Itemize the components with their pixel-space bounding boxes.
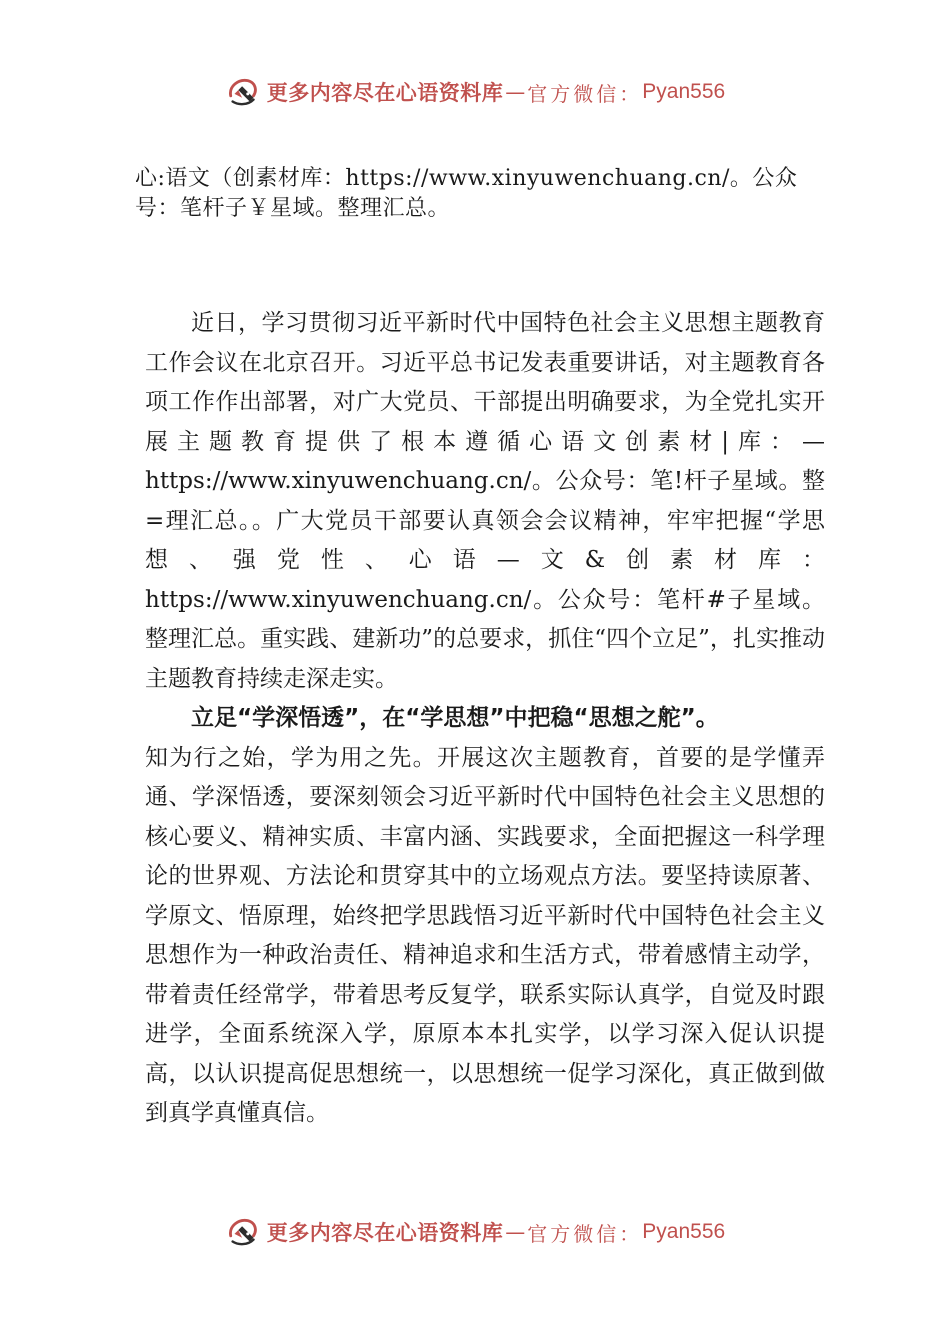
banner-wechat-id: Pyan556 (642, 1220, 726, 1243)
pen-logo-icon (225, 1213, 263, 1251)
section-heading: 立足“学深悟透”，在“学思想”中把稳“思想之舵”。 (191, 705, 719, 731)
paragraph-body: 知为行之始，学为用之先。开展这次主题教育，首要的是学懂弄通、学深悟透，要深刻领会习近平新时代中国特色社会主义思想的核心要义、精神实质、丰富内涵、实践要求，全面把握这一科学理论的世界观、方法论和贯穿其中的立场观点方法。要坚持读原著、学原文、悟原理，始终把学思践悟习近平新时代中国特色社会主义思想作为一种政治责任、精神追求和生活方式，带着感情主动学，带着责任经常学，带着思考反复学，联系实际认真学，自觉及时跟进学，全面系统深入学，原原本本扎实学，以学习深入促认识提高，以认识提高促思想统一，以思想统一促学习深化，真正做到做到真学真懂真信。 (145, 744, 825, 1126)
paragraph-intro: 近日，学习贯彻习近平新时代中国特色社会主义思想主题教育工作会议在北京召开。习近平总书记发表重要讲话，对主题教育各项工作作出部署，对广大党员、干部提出明确要求，为全党扎实开展主题教育提供了根本遵循心语文创素材|库：—https://www.xinyuwenchuang.cn/。公众号：笔!杆子星域。整=理汇总。。广大党员干部要认真领会会议精神，牢牢把握“学思想、强党性、心语—文&创素材库：https://www.xinyuwenchuang.cn/。公众号：笔杆#子星域。整理汇总。重实践、建新功”的总要求，抓住“四个立足”，扎实推动主题教育持续走深走实。 (145, 310, 825, 692)
pen-logo-icon (225, 73, 263, 111)
banner-separator: — (505, 1220, 526, 1244)
source-note: 心:语文（创素材库：https://www.xinyuwenchuang.cn/。公众号：笔杆子￥星域。整理汇总。 (135, 166, 798, 221)
article-body (145, 304, 825, 1134)
banner-wechat-id: Pyan556 (642, 80, 726, 103)
footer-banner (0, 1212, 950, 1252)
banner-separator: — (505, 80, 526, 104)
header-banner (0, 72, 950, 112)
banner-wechat-label: 官方微信： (527, 81, 643, 106)
banner-site-text: 更多内容尽在心语资料库 (266, 1220, 504, 1245)
banner-wechat-label: 官方微信： (527, 1221, 643, 1246)
banner-site-text: 更多内容尽在心语资料库 (266, 80, 504, 105)
